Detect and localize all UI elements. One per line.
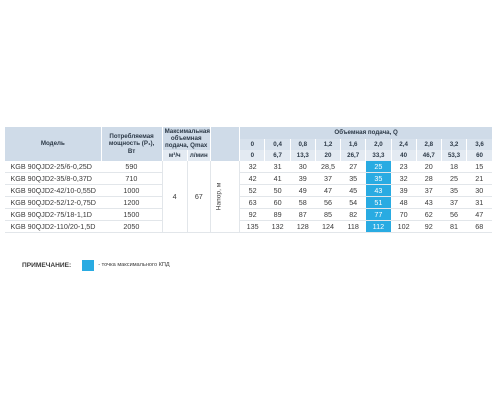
power-cell: 1500 bbox=[101, 209, 162, 221]
head-value-cell: 58 bbox=[290, 197, 315, 209]
head-value-cell-max-efficiency: 35 bbox=[366, 173, 391, 185]
head-value-cell: 37 bbox=[315, 173, 340, 185]
model-cell: KGB 90QJD2-110/20-1,5D bbox=[5, 221, 102, 233]
flow-lmin-cell: 26,7 bbox=[341, 150, 366, 161]
model-cell: KGB 90QJD2-35/8-0,37D bbox=[5, 173, 102, 185]
head-value-cell: 102 bbox=[391, 221, 416, 233]
head-value-cell: 18 bbox=[441, 161, 466, 173]
head-value-cell: 89 bbox=[265, 209, 290, 221]
head-value-cell: 48 bbox=[391, 197, 416, 209]
highlight-swatch bbox=[82, 260, 94, 271]
head-value-cell: 70 bbox=[391, 209, 416, 221]
header-blank bbox=[210, 127, 239, 161]
head-value-cell: 30 bbox=[467, 185, 492, 197]
head-value-cell: 92 bbox=[416, 221, 441, 233]
head-value-cell: 52 bbox=[240, 185, 265, 197]
head-value-cell: 23 bbox=[391, 161, 416, 173]
head-value-cell: 41 bbox=[265, 173, 290, 185]
power-cell: 1200 bbox=[101, 197, 162, 209]
head-value-cell: 21 bbox=[467, 173, 492, 185]
head-value-cell: 81 bbox=[441, 221, 466, 233]
head-value-cell: 20 bbox=[416, 161, 441, 173]
flow-lmin-cell: 13,3 bbox=[290, 150, 315, 161]
table-row bbox=[5, 161, 493, 173]
head-value-cell: 39 bbox=[391, 185, 416, 197]
head-value-cell: 63 bbox=[240, 197, 265, 209]
head-value-cell: 31 bbox=[467, 197, 492, 209]
head-value-cell: 82 bbox=[341, 209, 366, 221]
head-value-cell: 87 bbox=[290, 209, 315, 221]
head-value-cell: 39 bbox=[290, 173, 315, 185]
power-cell: 1000 bbox=[101, 185, 162, 197]
head-value-cell: 56 bbox=[441, 209, 466, 221]
head-value-cell: 25 bbox=[441, 173, 466, 185]
head-value-cell-max-efficiency: 112 bbox=[366, 221, 391, 233]
head-value-cell: 60 bbox=[265, 197, 290, 209]
header-power: Потребляемая мощность (P₁), Вт bbox=[101, 127, 162, 161]
head-value-cell: 62 bbox=[416, 209, 441, 221]
napor-label: Напор, м bbox=[215, 182, 223, 211]
head-value-cell: 42 bbox=[240, 173, 265, 185]
head-value-cell-max-efficiency: 43 bbox=[366, 185, 391, 197]
flow-m3h-cell: 3,6 bbox=[467, 139, 492, 150]
head-value-cell: 28 bbox=[416, 173, 441, 185]
flow-lmin-cell: 46,7 bbox=[416, 150, 441, 161]
flow-m3h-cell: 2,8 bbox=[416, 139, 441, 150]
head-value-cell: 47 bbox=[315, 185, 340, 197]
model-cell: KGB 90QJD2-42/10-0,55D bbox=[5, 185, 102, 197]
note bbox=[22, 259, 170, 271]
unit-lmin: л/мин bbox=[187, 150, 210, 161]
head-value-cell: 124 bbox=[315, 221, 340, 233]
napor-label-cell bbox=[210, 161, 239, 233]
qmax-lmin-cell: 67 bbox=[187, 161, 210, 233]
table-row bbox=[5, 173, 493, 185]
flow-lmin-cell: 53,3 bbox=[441, 150, 466, 161]
head-value-cell: 85 bbox=[315, 209, 340, 221]
head-value-cell: 15 bbox=[467, 161, 492, 173]
head-value-cell: 54 bbox=[341, 197, 366, 209]
header-model: Модель bbox=[5, 127, 102, 161]
flow-lmin-cell: 20 bbox=[315, 150, 340, 161]
power-cell: 710 bbox=[101, 173, 162, 185]
table-row bbox=[5, 209, 493, 221]
flow-lmin-cell: 6,7 bbox=[265, 150, 290, 161]
head-value-cell: 27 bbox=[341, 161, 366, 173]
head-value-cell: 37 bbox=[416, 185, 441, 197]
flow-lmin-cell: 0 bbox=[240, 150, 265, 161]
head-value-cell: 118 bbox=[341, 221, 366, 233]
head-value-cell: 43 bbox=[416, 197, 441, 209]
header-max-flow: Максимальная объемная подача, Qmax bbox=[162, 127, 210, 150]
flow-m3h-cell: 0 bbox=[240, 139, 265, 150]
model-cell: KGB 90QJD2-25/6-0,25D bbox=[5, 161, 102, 173]
table-row bbox=[5, 221, 493, 233]
qmax-m3h-cell: 4 bbox=[162, 161, 187, 233]
head-value-cell: 31 bbox=[265, 161, 290, 173]
power-cell: 590 bbox=[101, 161, 162, 173]
head-value-cell: 35 bbox=[441, 185, 466, 197]
note-label: ПРИМЕЧАНИЕ: bbox=[22, 261, 72, 269]
flow-lmin-cell: 33,3 bbox=[366, 150, 391, 161]
power-cell: 2050 bbox=[101, 221, 162, 233]
head-value-cell: 35 bbox=[341, 173, 366, 185]
head-value-cell: 92 bbox=[240, 209, 265, 221]
table-row bbox=[5, 185, 493, 197]
flow-m3h-cell: 1,6 bbox=[341, 139, 366, 150]
head-value-cell: 56 bbox=[315, 197, 340, 209]
head-value-cell: 45 bbox=[341, 185, 366, 197]
flow-m3h-cell: 0,8 bbox=[290, 139, 315, 150]
table-body bbox=[5, 161, 493, 233]
head-value-cell: 128 bbox=[290, 221, 315, 233]
head-value-cell: 28,5 bbox=[315, 161, 340, 173]
head-value-cell-max-efficiency: 51 bbox=[366, 197, 391, 209]
table-row bbox=[5, 197, 493, 209]
head-value-cell: 50 bbox=[265, 185, 290, 197]
model-cell: KGB 90QJD2-75/18-1,1D bbox=[5, 209, 102, 221]
head-value-cell: 132 bbox=[265, 221, 290, 233]
performance-table-container bbox=[4, 127, 492, 233]
flow-m3h-cell: 1,2 bbox=[315, 139, 340, 150]
flow-m3h-cell: 2,0 bbox=[366, 139, 391, 150]
flow-m3h-cell: 2,4 bbox=[391, 139, 416, 150]
header-flow: Объемная подача, Q bbox=[240, 127, 492, 139]
flow-m3h-cell: 3,2 bbox=[441, 139, 466, 150]
head-value-cell: 135 bbox=[240, 221, 265, 233]
head-value-cell: 37 bbox=[441, 197, 466, 209]
flow-lmin-cell: 60 bbox=[467, 150, 492, 161]
note-text: - точка максимального КПД bbox=[98, 262, 170, 268]
head-value-cell: 32 bbox=[391, 173, 416, 185]
head-value-cell: 68 bbox=[467, 221, 492, 233]
head-value-cell: 49 bbox=[290, 185, 315, 197]
head-value-cell: 32 bbox=[240, 161, 265, 173]
head-value-cell: 30 bbox=[290, 161, 315, 173]
head-value-cell-max-efficiency: 25 bbox=[366, 161, 391, 173]
flow-m3h-cell: 0,4 bbox=[265, 139, 290, 150]
flow-lmin-cell: 40 bbox=[391, 150, 416, 161]
head-value-cell: 47 bbox=[467, 209, 492, 221]
head-value-cell-max-efficiency: 77 bbox=[366, 209, 391, 221]
performance-table bbox=[4, 127, 492, 233]
unit-m3h: м³/ч bbox=[162, 150, 187, 161]
model-cell: KGB 90QJD2-52/12-0,75D bbox=[5, 197, 102, 209]
